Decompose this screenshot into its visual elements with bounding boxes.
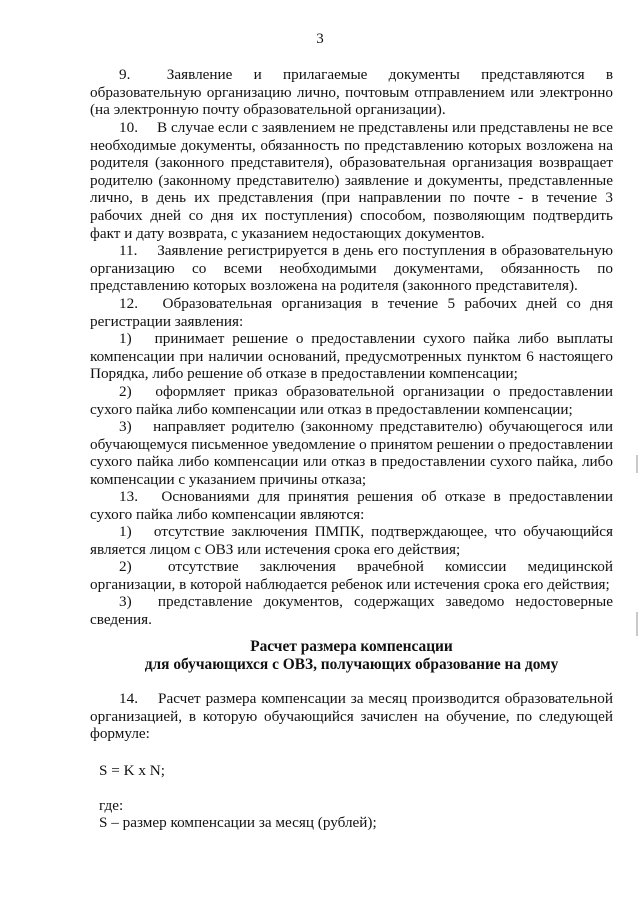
paragraph-12-item-1: 1) принимает решение о предоставлении сухого пайка либо выплаты компенсации при наличии оснований, предусмотренных пунктом 6 настоящего Порядка, либо решение об отказе в предоставлении компенсации; bbox=[90, 330, 613, 383]
paragraph-12: 12. Образовательная организация в течение 5 рабочих дней со дня регистрации заявления: bbox=[90, 295, 613, 330]
paragraph-12-item-2: 2) оформляет приказ образовательной организации о предоставлении сухого пайка либо компенсации или отказ в предоставлении компенсации; bbox=[90, 383, 613, 418]
paragraph-12-item-3: 3) направляет родителю (законному представителю) обучающегося или обучающемуся письменное уведомление о принятом решении о предоставлении сухого пайка либо компенсации или отказ в предоставлении сухого пайка, либо компенсации с указанием причины отказа; bbox=[90, 418, 613, 488]
where-label: где: bbox=[99, 797, 124, 814]
scan-edge-mark bbox=[636, 612, 638, 636]
paragraph-11: 11. Заявление регистрируется в день его поступления в образовательную организацию со всеми необходимыми документами, обязанность по представлению которых возложена на родителя (законного представителя). bbox=[90, 242, 613, 295]
paragraph-13: 13. Основаниями для принятия решения об отказе в предоставлении сухого пайка либо компенсации являются: bbox=[90, 488, 613, 523]
formula: S = K x N; bbox=[99, 762, 165, 779]
paragraph-9: 9. Заявление и прилагаемые документы представляются в образовательную организацию лично, почтовым отправлением или электронно (на электронную почту образовательной организации). bbox=[90, 66, 613, 119]
section-heading-line-1: Расчет размера компенсации bbox=[250, 638, 453, 655]
paragraph-13-item-3: 3) представление документов, содержащих заведомо недостоверные сведения. bbox=[90, 593, 613, 628]
definition-s: S – размер компенсации за месяц (рублей); bbox=[99, 814, 377, 831]
paragraph-14: 14. Расчет размера компенсации за месяц производится образовательной организацией, в которую обучающийся зачислен на обучение, по следующей формуле: bbox=[90, 690, 613, 743]
page-number: 3 bbox=[316, 31, 324, 47]
paragraph-10: 10. В случае если с заявлением не представлены или представлены не все необходимые документы, обязанность по представлению которых возложена на родителя (законного представителя), образовательная организация возвращает родителю (законному представителю) заявление и документы, представленные лично, в день их представления (при направлении по почте - в течение 3 рабочих дней со дня их поступления) способом, позволяющим подтвердить факт и дату возврата, с указанием недостающих документов. bbox=[90, 119, 613, 242]
paragraph-13-item-2: 2) отсутствие заключения врачебной комиссии медицинской организации, в которой наблюдается ребенок или истечения срока его действия; bbox=[90, 558, 613, 593]
paragraph-13-item-1: 1) отсутствие заключения ПМПК, подтверждающее, что обучающийся является лицом с ОВЗ или истечения срока его действия; bbox=[90, 523, 613, 558]
section-heading-line-2: для обучающихся с ОВЗ, получающих образование на дому bbox=[144, 656, 559, 673]
scan-edge-mark bbox=[636, 455, 638, 473]
